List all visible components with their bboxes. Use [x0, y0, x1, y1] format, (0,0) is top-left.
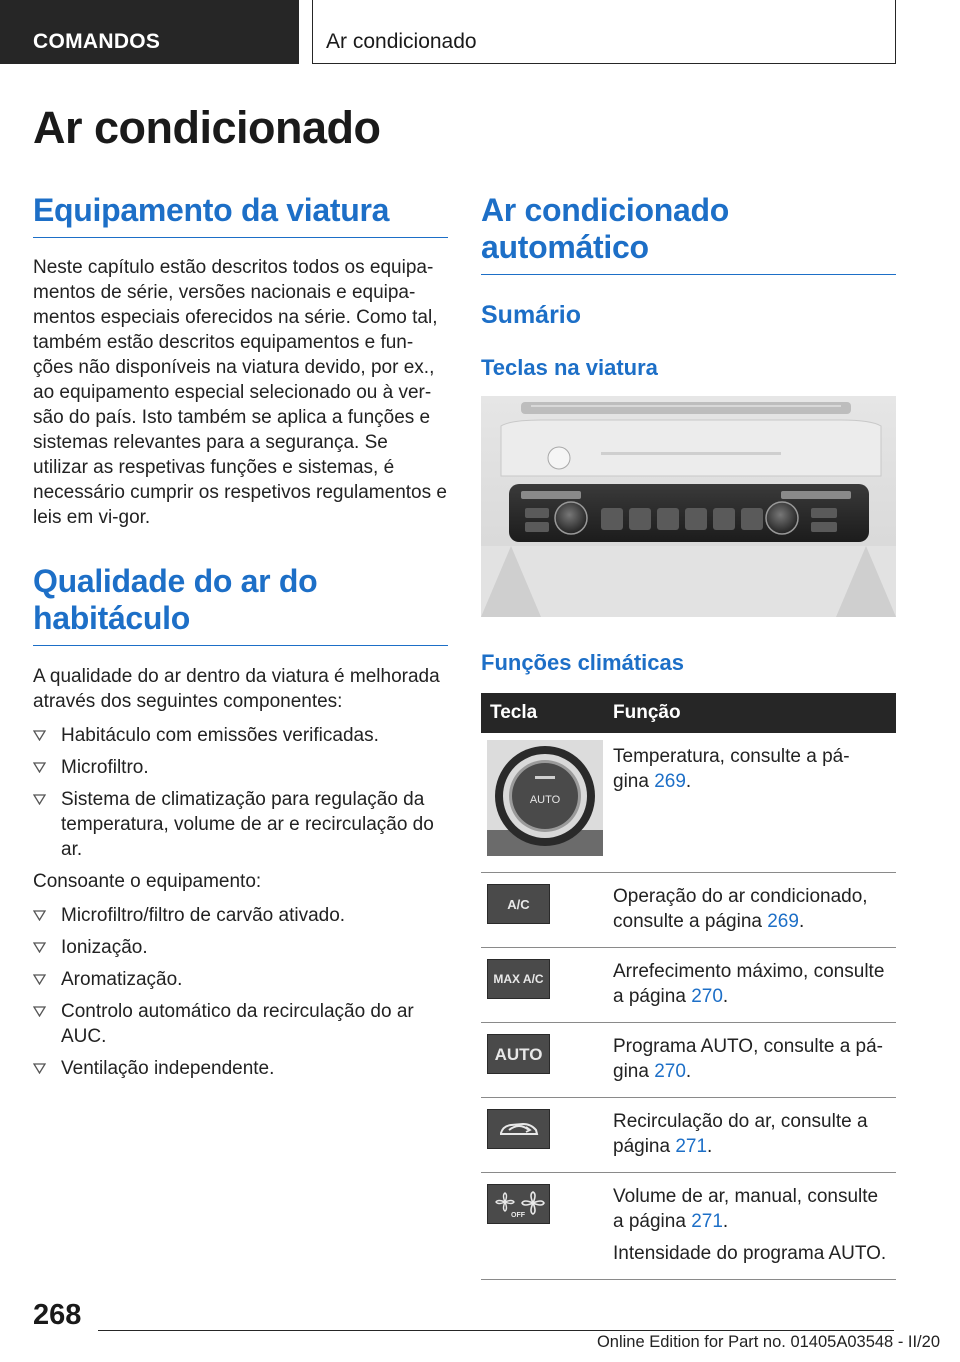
climate-functions-heading: Funções climáticas — [481, 650, 684, 675]
list-item: Microfiltro. — [33, 755, 448, 780]
list-item: Microfiltro/filtro de carvão ativado. — [33, 903, 448, 928]
page-reference-link[interactable]: 270 — [691, 986, 723, 1007]
optional-list — [33, 903, 448, 1081]
list-item: Habitáculo com emissões verificadas. — [33, 723, 448, 748]
bullet-triangle-icon — [33, 794, 46, 805]
car-recirculation-icon — [497, 1118, 541, 1140]
table-cell-function: Operação do ar condicionado, consulte a página 269. — [603, 873, 896, 948]
climate-console-image — [481, 396, 896, 617]
table-row — [481, 948, 896, 1023]
page-reference-link[interactable]: 271 — [675, 1136, 708, 1157]
air-quality-intro: A qualidade do ar dentro da viatura é melhorada através dos seguintes componentes: — [33, 666, 440, 712]
bullet-triangle-icon — [33, 762, 46, 773]
table-cell-function: Recirculação do ar, consulte a página 271. — [603, 1098, 896, 1173]
svg-text:OFF: OFF — [510, 1212, 525, 1219]
list-item: Ionização. — [33, 935, 448, 960]
right-column — [481, 192, 896, 1280]
page-number: 268 — [33, 1299, 82, 1331]
section-title-auto-ac-line1: Ar condicionado — [481, 192, 729, 228]
header-section-tab: COMANDOS — [0, 0, 299, 64]
bullet-triangle-icon — [33, 1063, 46, 1074]
table-row — [481, 1098, 896, 1173]
climate-functions-table — [481, 693, 896, 1280]
table-cell-icon — [481, 1023, 603, 1098]
vehicle-buttons-heading: Teclas na viatura — [481, 355, 658, 380]
bullet-triangle-icon — [33, 974, 46, 985]
table-row — [481, 1173, 896, 1280]
list-item: Controlo automático da recirculação do ar AUC. — [33, 999, 448, 1049]
list-item: Sistema de climatização para regulação da temperatura, volume de ar e recirculação do ar. — [33, 787, 448, 862]
equipment-dependent-label: Consoante o equipamento: — [33, 871, 262, 892]
page-reference-link[interactable]: 271 — [691, 1211, 723, 1232]
section-title-auto-ac-line2: automático — [481, 229, 649, 265]
list-item: Aromatização. — [33, 967, 448, 992]
equipment-paragraph: Neste capítulo estão descritos todos os equipa-mentos de série, versões nacionais e equipa-mentos especiais oferecidos na série. Como tal, também estão descritos equipamentos e fun-ções não disponíveis na viatura devido, por ex., ao equipamento especial selecionado ou à ver-são do país. Isto também se aplica a funções e sistemas relevantes para a segurança. Se utilizar as respetivas funções e sistemas, é necessário cumprir os respetivos regulamentos e leis em vi-gor. — [33, 257, 447, 528]
table-cell-icon — [481, 948, 603, 1023]
footer-edition-text: Online Edition for Part no. 01405A03548 - II/20 — [596, 1333, 940, 1351]
bullet-triangle-icon — [33, 942, 46, 953]
bullet-triangle-icon — [33, 910, 46, 921]
auto-button-icon: AUTO — [487, 1034, 550, 1074]
table-cell-icon — [481, 1173, 603, 1280]
list-item: Ventilação independente. — [33, 1056, 448, 1081]
max-ac-button-icon: MAX A/C — [487, 959, 550, 999]
header-chapter-tab: Ar condicionado — [312, 0, 896, 64]
table-cell-icon — [481, 733, 603, 873]
section-title-air-quality-line2: habitáculo — [33, 600, 191, 636]
table-row — [481, 873, 896, 948]
fan-button-icon — [487, 1184, 550, 1224]
ac-button-icon: A/C — [487, 884, 550, 924]
page-reference-link[interactable]: 269 — [767, 911, 799, 932]
column-header-function: Função — [603, 693, 896, 733]
table-row — [481, 1023, 896, 1098]
page-reference-link[interactable]: 270 — [654, 1061, 686, 1082]
bullet-triangle-icon — [33, 1006, 46, 1017]
fan-speed-icon — [491, 1189, 547, 1219]
table-cell-function: Arrefecimento máximo, consulte a página 270. — [603, 948, 896, 1023]
table-row — [481, 733, 896, 873]
svg-text:AUTO: AUTO — [529, 794, 561, 806]
page-reference-link[interactable]: 269 — [654, 771, 686, 792]
section-title-equipment: Equipamento da viatura — [33, 192, 448, 238]
table-cell-icon — [481, 873, 603, 948]
recirculation-button-icon — [487, 1109, 550, 1149]
footer-rule — [98, 1330, 894, 1331]
section-title-air-quality-line1: Qualidade do ar do — [33, 563, 318, 599]
section-title-auto-ac — [481, 192, 896, 275]
table-cell-icon — [481, 1098, 603, 1173]
table-header-row — [481, 693, 896, 733]
bullet-triangle-icon — [33, 730, 46, 741]
table-cell-function: Volume de ar, manual, consulte a página 271. Intensidade do programa AUTO. — [603, 1173, 896, 1280]
left-column — [33, 192, 448, 1088]
column-header-key: Tecla — [481, 693, 603, 733]
table-cell-function: Programa AUTO, consulte a pá- gina 270. — [603, 1023, 896, 1098]
table-cell-function: Temperatura, consulte a pá- gina 269. — [603, 733, 896, 873]
section-title-air-quality — [33, 563, 448, 646]
climate-console-illustration — [481, 396, 896, 617]
summary-heading: Sumário — [481, 301, 582, 329]
component-list — [33, 723, 448, 862]
auto-knob-icon — [487, 740, 603, 856]
page-title: Ar condicionado — [33, 102, 381, 153]
